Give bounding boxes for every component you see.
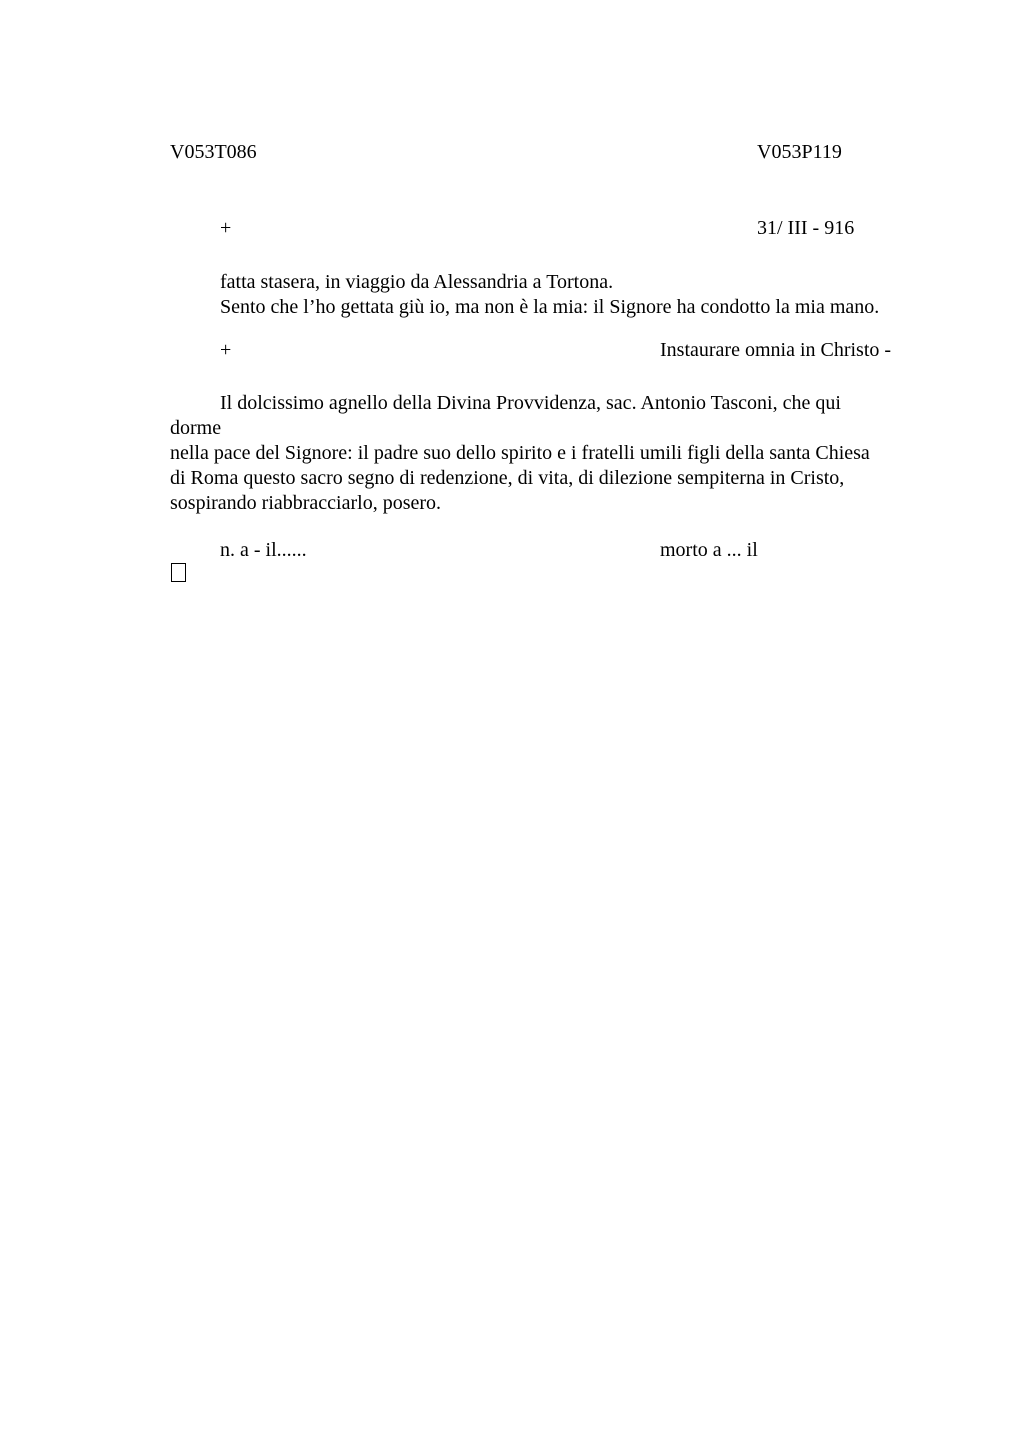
epitaph-line-1: Il dolcissimo agnello della Divina Provvidenza, sac. Antonio Tasconi, che qui xyxy=(220,392,841,414)
epitaph-line-2: dorme xyxy=(170,417,222,439)
birth-placeholder: n. a - il...... xyxy=(220,539,307,561)
epitaph-line-4: di Roma questo sacro segno di redenzione, di vita, di dilezione sempiterna in Cristo, xyxy=(170,467,845,489)
cross-mark-top: + xyxy=(220,217,232,239)
death-placeholder: morto a ... il xyxy=(660,539,758,561)
epitaph-line-5: sospirando riabbracciarlo, posero. xyxy=(170,492,442,514)
motto-text: Instaurare omnia in Christo - xyxy=(660,339,892,361)
cross-mark-middle: + xyxy=(220,339,232,361)
entry-date: 31/ III - 916 xyxy=(757,217,855,239)
diary-note-line-2: Sento che l’ho gettata giù io, ma non è la mia: il Signore ha condotto la mia mano. xyxy=(220,296,880,318)
volume-code-left: V053T086 xyxy=(170,141,257,163)
diary-note-line-1: fatta stasera, in viaggio da Alessandria a Tortona. xyxy=(220,271,614,293)
epitaph-line-3: nella pace del Signore: il padre suo dello spirito e i fratelli umili figli della santa Chiesa xyxy=(170,442,870,464)
volume-code-right: V053P119 xyxy=(757,141,842,163)
square-placeholder-icon xyxy=(171,563,186,582)
